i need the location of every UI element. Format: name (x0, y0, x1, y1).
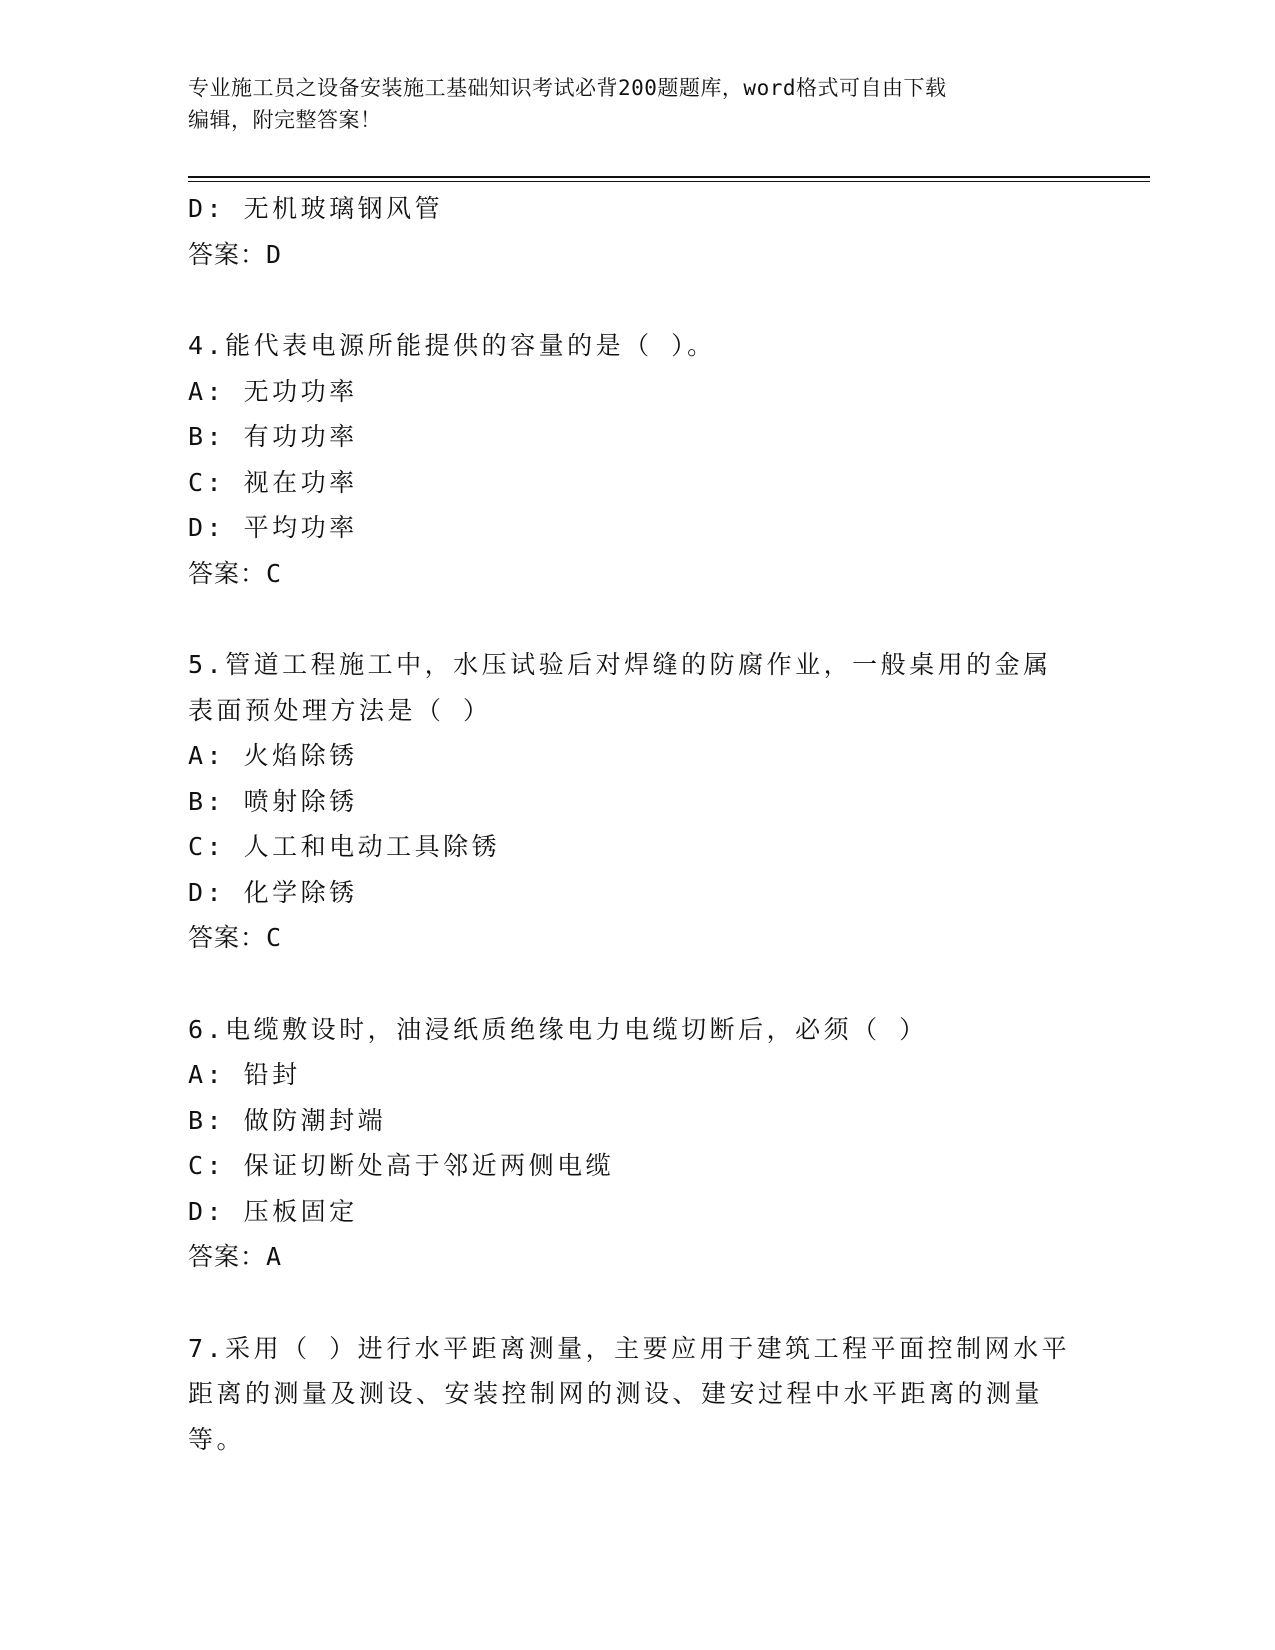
question-6-option-b: B: 做防潮封端 (188, 1105, 387, 1135)
question-4-stem: 4.能代表电源所能提供的容量的是（ ）。 (188, 331, 716, 360)
answer-line: 答案：D (188, 239, 283, 269)
question-5-answer: 答案：C (188, 923, 283, 952)
header-title-line-2: 编辑，附完整答案！ (188, 108, 382, 132)
question-6-option-a: A: 铅封 (188, 1060, 301, 1089)
spacer (188, 961, 1088, 1007)
question-5-stem-line-2: 表面预处理方法是（ ） (188, 695, 492, 725)
question-7-stem-line-1: 7.采用（ ）进行水平距离测量，主要应用于建筑工程平面控制网水平 (188, 1333, 1071, 1363)
question-4-option-b: B: 有功功率 (188, 422, 358, 451)
question-4-option-d: D: 平均功率 (188, 513, 358, 542)
question-4-answer: 答案：C (188, 558, 283, 588)
header-title-line-1: 专业施工员之设备安装施工基础知识考试必背200题题库，word格式可自由下载 (188, 76, 947, 100)
spacer (188, 1280, 1088, 1326)
question-5-option-b: B: 喷射除锈 (188, 786, 358, 816)
question-list (188, 186, 1088, 1462)
question-4-option-a: A: 无功功率 (188, 376, 358, 406)
document-header (188, 72, 1088, 136)
question-6-option-c: C: 保证切断处高于邻近两侧电缆 (188, 1151, 615, 1180)
question-6-answer: 答案：A (188, 1242, 283, 1271)
question-5-option-a: A: 火焰除锈 (188, 741, 358, 770)
question-7-stem-line-2: 距离的测量及测设、安装控制网的测设、建安过程中水平距离的测量 (188, 1379, 1044, 1408)
question-4-option-c: C: 视在功率 (188, 467, 358, 497)
question-5-stem-line-1: 5.管道工程施工中，水压试验后对焊缝的防腐作业，一般桌用的金属 (188, 650, 1052, 679)
question-6-option-d: D: 压板固定 (188, 1196, 358, 1226)
question-7-stem-line-3: 等。 (188, 1424, 246, 1454)
question-6-stem: 6.电缆敷设时，油浸纸质绝缘电力电缆切断后，必须（ ） (188, 1014, 928, 1044)
question-5-option-c: C: 人工和电动工具除锈 (188, 832, 501, 861)
spacer (188, 277, 1088, 323)
header-divider-thin (188, 181, 1150, 182)
spacer (188, 596, 1088, 642)
option-d: D: 无机玻璃钢风管 (188, 194, 444, 223)
question-5-option-d: D: 化学除锈 (188, 877, 358, 907)
header-divider-thick (188, 176, 1150, 178)
